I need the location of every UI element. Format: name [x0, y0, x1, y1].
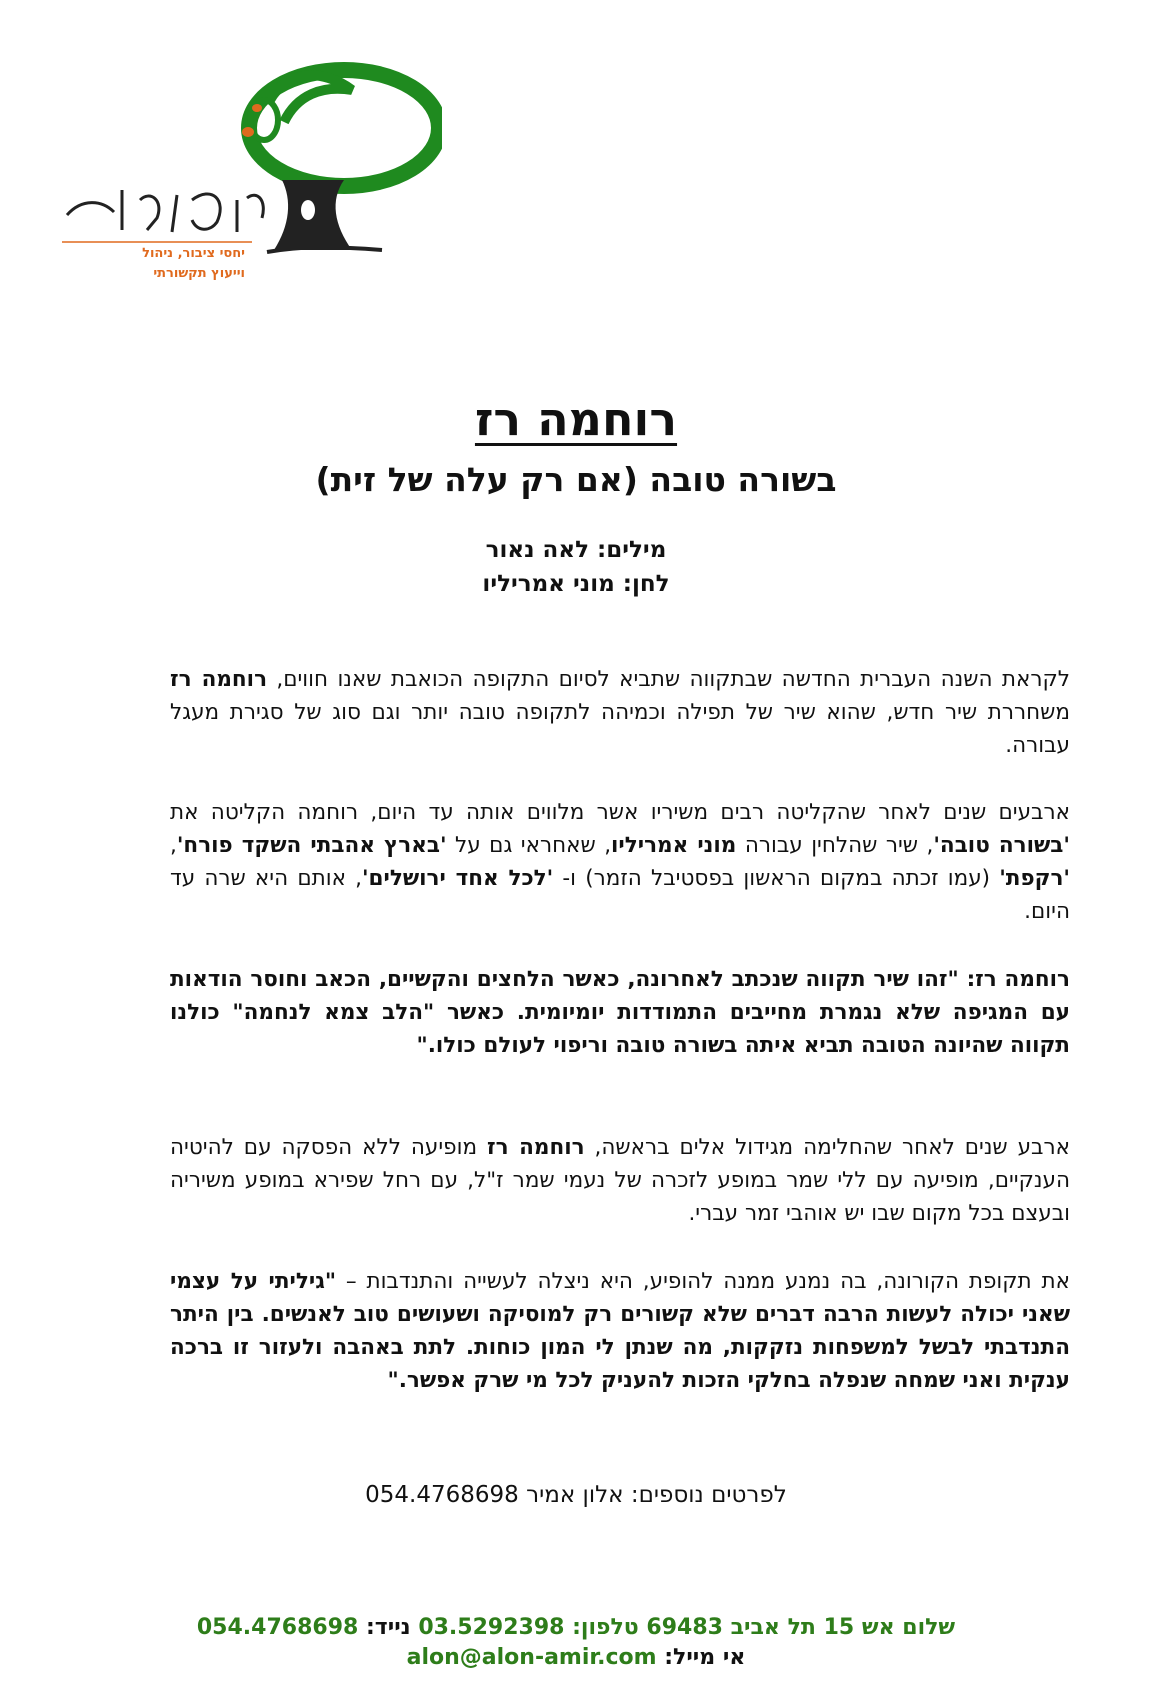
company-logo — [52, 50, 442, 290]
p2-text-e: , שאחראי גם על — [446, 833, 612, 858]
page-title — [0, 392, 1152, 446]
page-subtitle: בשורה טובה (אם רק עלה של זית) — [315, 460, 837, 499]
title-text: רוחמה רז — [474, 392, 678, 446]
paragraph-recovery — [170, 1131, 1070, 1230]
contact-line: לפרטים נוספים: אלון אמיר 054.4768698 — [365, 1482, 787, 1508]
p2-text-a: ארבעים שנים לאחר שהקליטה רבים משיריו אשר מלווים אותה עד היום, רוחמה הקליטה את — [170, 800, 1070, 825]
paragraph-intro — [170, 663, 1070, 762]
p1-artist-name: רוחמה רז — [170, 667, 268, 692]
p1-text-c: משחררת שיר חדש, שהוא שיר של תפילה וכמיהה לתקופה טובה יותר וגם סוג של סגירת מעגל עבורה. — [170, 700, 1070, 758]
p2-text-g: , — [170, 833, 177, 858]
footer-email-link[interactable]: alon@alon-amir.com — [406, 1645, 657, 1670]
p5-text-a: את תקופת הקורונה, בה נמנע ממנה להופיע, היא ניצלה לעשייה והתנדבות – — [336, 1269, 1070, 1294]
footer-email-label: אי מייל: — [664, 1645, 746, 1670]
paragraph-quote: רוחמה רז: "זהו שיר תקווה שנכתב לאחרונה, כאשר הלחצים והקשיים, הכאב וחוסר הודאות עם המגיפה שלא נגמרת מחייבים התמודדות יומיומית. כאשר "הלב צמא לנחמה" כולנו תקווה שהיונה הטובה תביא איתה בשורה טובה וריפוי לעולם כולו." — [170, 967, 1070, 1058]
p2-song-2: 'רקפת' — [999, 866, 1070, 891]
p2-text-i: (עמו זכתה במקום הראשון בפסטיבל הזמר) ו- — [553, 866, 1000, 891]
p4-text-a: ארבע שנים לאחר שהחלימה מגידול אלים בראשה, — [584, 1135, 1070, 1160]
p2-song-title: 'בשורה טובה' — [933, 833, 1070, 858]
footer-address-line — [0, 1615, 1152, 1640]
footer-mobile[interactable]: 054.4768698 — [196, 1615, 359, 1640]
paragraph-corona — [170, 1265, 1070, 1397]
logo-tagline-1: יחסי ציבור, ניהול — [142, 246, 245, 261]
p2-song-3: 'לכל אחד ירושלים' — [361, 866, 554, 891]
music-credit: לחן: מוני אמריליו — [482, 571, 670, 597]
paragraph-history — [170, 796, 1070, 928]
p4-text-c: מופיעה ללא הפסקה עם להיטיה הענקיים, מופיעה עם ללי שמר במופע לזכרה של נעמי שמר ז"ל, עם רחל שפירא במופע משיריה ובעצם בכל מקום שבו יש אוהבי זמר עברי. — [170, 1135, 1070, 1226]
p2-text-c: , שיר שהלחין עבורה — [736, 833, 934, 858]
p5-quote: "גיליתי על עצמי שאני יכולה לעשות הרבה דברים שלא קשורים רק למוסיקה ושעושים טוב לאנשים. בין היתר התנדבתי לבשל למשפחות נזקקות, מה שנתן לי המון כוחות. לתת באהבה ולעזור זו ברכה ענקית ואני שמחה שנפלה בחלקי הזכות להעניק לכל מי שרק אפשר." — [170, 1269, 1070, 1393]
footer-address-phone: שלום אש 15 תל אביב 69483 טלפון: 03.5292398 — [418, 1615, 956, 1640]
p4-artist-name: רוחמה רז — [487, 1135, 585, 1160]
logo-tagline-2: וייעוץ תקשורתי — [153, 266, 245, 281]
lyrics-credit: מילים: לאה נאור — [485, 537, 667, 563]
p2-song-1: 'בארץ אהבתי השקד פורח' — [176, 833, 447, 858]
p2-composer: מוני אמריליו — [611, 833, 737, 858]
p1-text-a: לקראת השנה העברית החדשה שבתקווה שתביא לסיום התקופה הכואבת שאנו חווים, — [267, 667, 1070, 692]
footer-email-line — [0, 1645, 1152, 1670]
p2-text-k: , אותם היא שרה עד היום. — [170, 866, 1070, 924]
footer-mobile-label: נייד: — [365, 1615, 411, 1640]
